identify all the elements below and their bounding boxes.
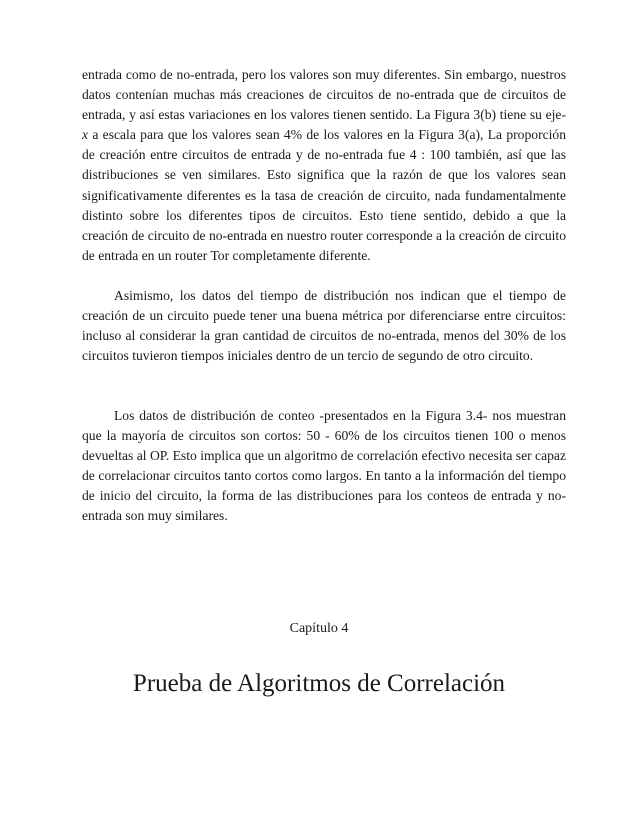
axis-variable-italic: x <box>82 127 89 143</box>
paragraph-text <box>82 65 566 266</box>
paragraph-text-part: entrada como de no-entrada, pero los valores son muy diferentes. Sin embargo, nuestros datos contenían muchas más creaciones de circuitos de no-entrada que de circuitos de entrada, y así estas variaciones en los valores tienen sentido. La Figura 3(b) tiene su eje- <box>82 67 566 123</box>
body-paragraph-2 <box>82 286 566 366</box>
body-paragraph-1 <box>82 65 566 266</box>
paragraph-text: Asimismo, los datos del tiempo de distribución nos indican que el tiempo de creación de un circuito puede tener una buena métrica por diferenciarse entre circuitos: incluso al considerar la gran cantidad de circuitos de no-entrada, menos del 30% de los circuitos tuvieron tiempos iniciales dentro de un tercio de segundo de otro circuito. <box>82 288 566 364</box>
chapter-label: Capítulo 4 <box>289 621 349 636</box>
paragraph-text: Los datos de distribución de conteo -presentados en la Figura 3.4- nos muestran que la mayoría de circuitos son cortos: 50 - 60% de los circuitos tienen 100 o menos devueltas al OP. Esto implica que un algoritmo de correlación efectivo necesita ser capaz de correlacionar circuitos tanto cortos como largos. En tanto a la información del tiempo de inicio del circuito, la forma de las distribuciones para los conteos de entrada y no-entrada son muy similares. <box>82 408 566 524</box>
body-paragraph-3 <box>82 406 566 527</box>
chapter-title: Prueba de Algoritmos de Correlación <box>132 670 506 697</box>
paragraph-text-part: a escala para que los valores sean 4% de los valores en la Figura 3(a), La proporción de creación entre circuitos de entrada y de no-entrada fue 4 : 100 también, así que las distribuciones se ven similares. Esto significa que la razón de que los valores sean significativamente diferentes es la tasa de creación de circuito, nada fundamentalmente distinto sobre los diferentes tipos de circuitos. Esto tiene sentido, debido a que la creación de circuito de no-entrada en nuestro router corresponde a la creación de circuito de entrada en un router Tor completamente diferente. <box>82 127 566 263</box>
